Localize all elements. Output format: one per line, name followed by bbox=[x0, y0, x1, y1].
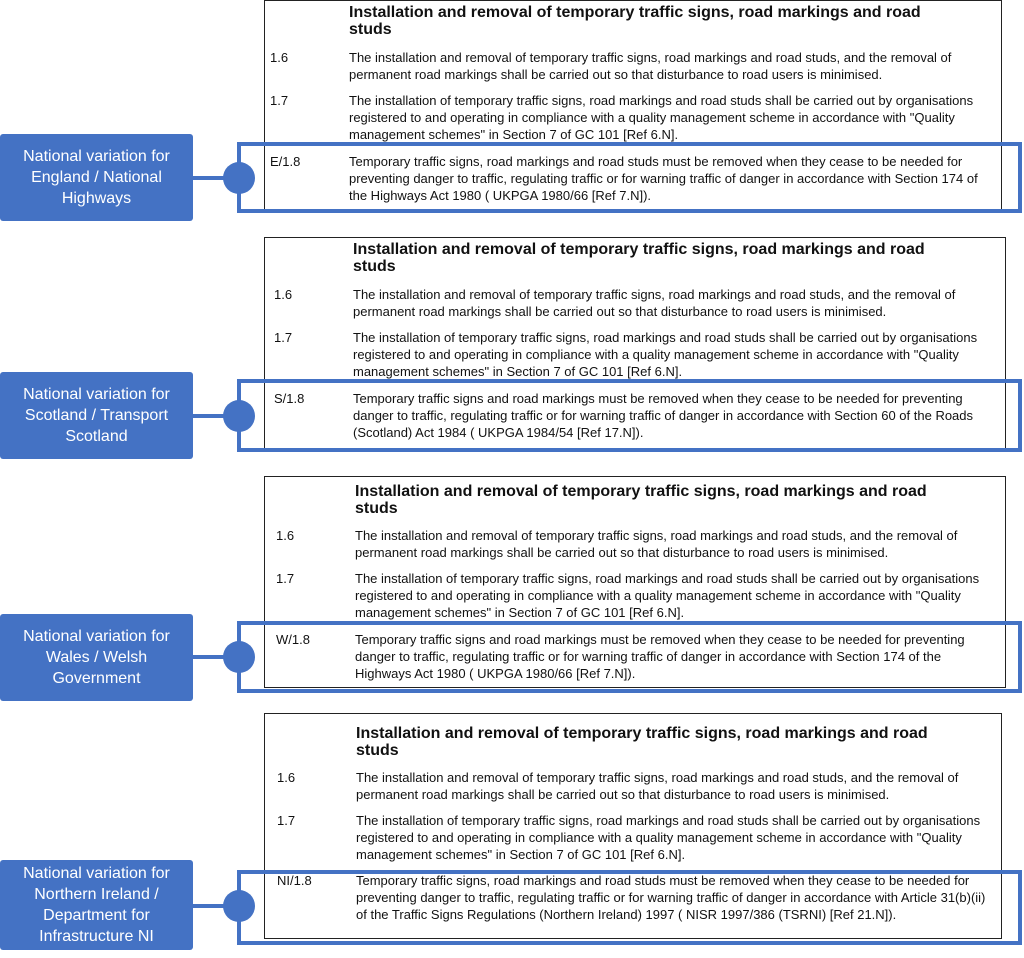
clause-number: NI/1.8 bbox=[277, 873, 312, 888]
clause-number: 1.7 bbox=[274, 330, 293, 345]
variation-group-scotland bbox=[0, 237, 1024, 457]
variation-group-wales bbox=[0, 476, 1024, 696]
variation-highlight-box bbox=[237, 142, 1022, 213]
variation-highlight-box bbox=[237, 621, 1022, 693]
clause-number: 1.6 bbox=[277, 770, 296, 785]
clause-number: 1.6 bbox=[276, 528, 295, 543]
variation-label: National variation for Northern Ireland / Department for Infrastructure NI bbox=[0, 860, 193, 950]
clause-text: Temporary traffic signs, road markings and road studs must be removed when they cease to be needed for preventing danger to traffic, regulating traffic or for warning traffic of danger in accordance with Article 31(b)(ii) of the Traffic Signs Regulations (Northern Ireland) 1997 ( NISR 1997/386 (TSRNI) [Ref 21.N]). bbox=[356, 873, 986, 922]
section-heading: Installation and removal of temporary traffic signs, road markings and road studs bbox=[356, 725, 928, 759]
connector-dot bbox=[223, 890, 255, 922]
clause-number: E/1.8 bbox=[270, 154, 301, 169]
clause-text: The installation of temporary traffic signs, road markings and road studs shall be carried out by organisations registered to and operating in compliance with a quality management scheme in accordance with "Quality management schemes" in Section 7 of GC 101 [Ref 6.N]. bbox=[349, 93, 974, 142]
clause-text: Temporary traffic signs and road markings must be removed when they cease to be needed for preventing danger to traffic, regulating traffic or for warning traffic of danger in accordance with Section 174 of the Highways Act 1980 ( UKPGA 1980/66 [Ref 7.N]). bbox=[355, 632, 965, 681]
clause-number: 1.6 bbox=[270, 50, 289, 65]
clause-number: 1.7 bbox=[270, 93, 289, 108]
clause-text: The installation of temporary traffic signs, road markings and road studs shall be carried out by organisations registered to and operating in compliance with a quality management scheme in accordance with "Quality management schemes" in Section 7 of GC 101 [Ref 6.N]. bbox=[353, 330, 978, 379]
variation-group-northern-ireland bbox=[0, 713, 1024, 953]
clause-text: The installation and removal of temporary traffic signs, road markings and road studs, and the removal of permanent road markings shall be carried out so that disturbance to road users is minimised. bbox=[356, 770, 959, 802]
clause-text: The installation and removal of temporary traffic signs, road markings and road studs, and the removal of permanent road markings shall be carried out so that disturbance to road users is minimised. bbox=[353, 287, 956, 319]
clause-number: 1.6 bbox=[274, 287, 293, 302]
section-heading: Installation and removal of temporary traffic signs, road markings and road studs bbox=[349, 4, 921, 38]
variation-label: National variation for Wales / Welsh Government bbox=[0, 614, 193, 701]
section-heading: Installation and removal of temporary traffic signs, road markings and road studs bbox=[355, 483, 927, 517]
connector-dot bbox=[223, 162, 255, 194]
variation-highlight-box bbox=[237, 870, 1022, 945]
clause-number: 1.7 bbox=[276, 571, 295, 586]
clause-text: Temporary traffic signs, road markings and road studs must be removed when they cease to be needed for preventing danger to traffic, regulating traffic or for warning traffic of danger in accordance with Section 174 of the Highways Act 1980 ( UKPGA 1980/66 [Ref 7.N]). bbox=[349, 154, 978, 203]
clause-text: The installation of temporary traffic signs, road markings and road studs shall be carried out by organisations registered to and operating in compliance with a quality management scheme in accordance with "Quality management schemes" in Section 7 of GC 101 [Ref 6.N]. bbox=[356, 813, 981, 862]
clause-text: Temporary traffic signs and road markings must be removed when they cease to be needed for preventing danger to traffic, regulating traffic or for warning traffic of danger in accordance with Section 60 of the Roads (Scotland) Act 1984 ( UKPGA 1984/54 [Ref 17.N]). bbox=[353, 391, 974, 440]
clause-text: The installation of temporary traffic signs, road markings and road studs shall be carried out by organisations registered to and operating in compliance with a quality management scheme in accordance with "Quality management schemes" in Section 7 of GC 101 [Ref 6.N]. bbox=[355, 571, 980, 620]
section-heading: Installation and removal of temporary traffic signs, road markings and road studs bbox=[353, 241, 925, 275]
connector-dot bbox=[223, 400, 255, 432]
variation-group-england bbox=[0, 0, 1024, 220]
clause-text: The installation and removal of temporary traffic signs, road markings and road studs, and the removal of permanent road markings shall be carried out so that disturbance to road users is minimised. bbox=[355, 528, 958, 560]
clause-number: 1.7 bbox=[277, 813, 296, 828]
clause-text: The installation and removal of temporary traffic signs, road markings and road studs, and the removal of permanent road markings shall be carried out so that disturbance to road users is minimised. bbox=[349, 50, 952, 82]
variation-highlight-box bbox=[237, 379, 1022, 452]
clause-number: W/1.8 bbox=[276, 632, 310, 647]
clause-number: S/1.8 bbox=[274, 391, 305, 406]
variation-label: National variation for England / National Highways bbox=[0, 134, 193, 221]
connector-dot bbox=[223, 641, 255, 673]
variation-label: National variation for Scotland / Transport Scotland bbox=[0, 372, 193, 459]
